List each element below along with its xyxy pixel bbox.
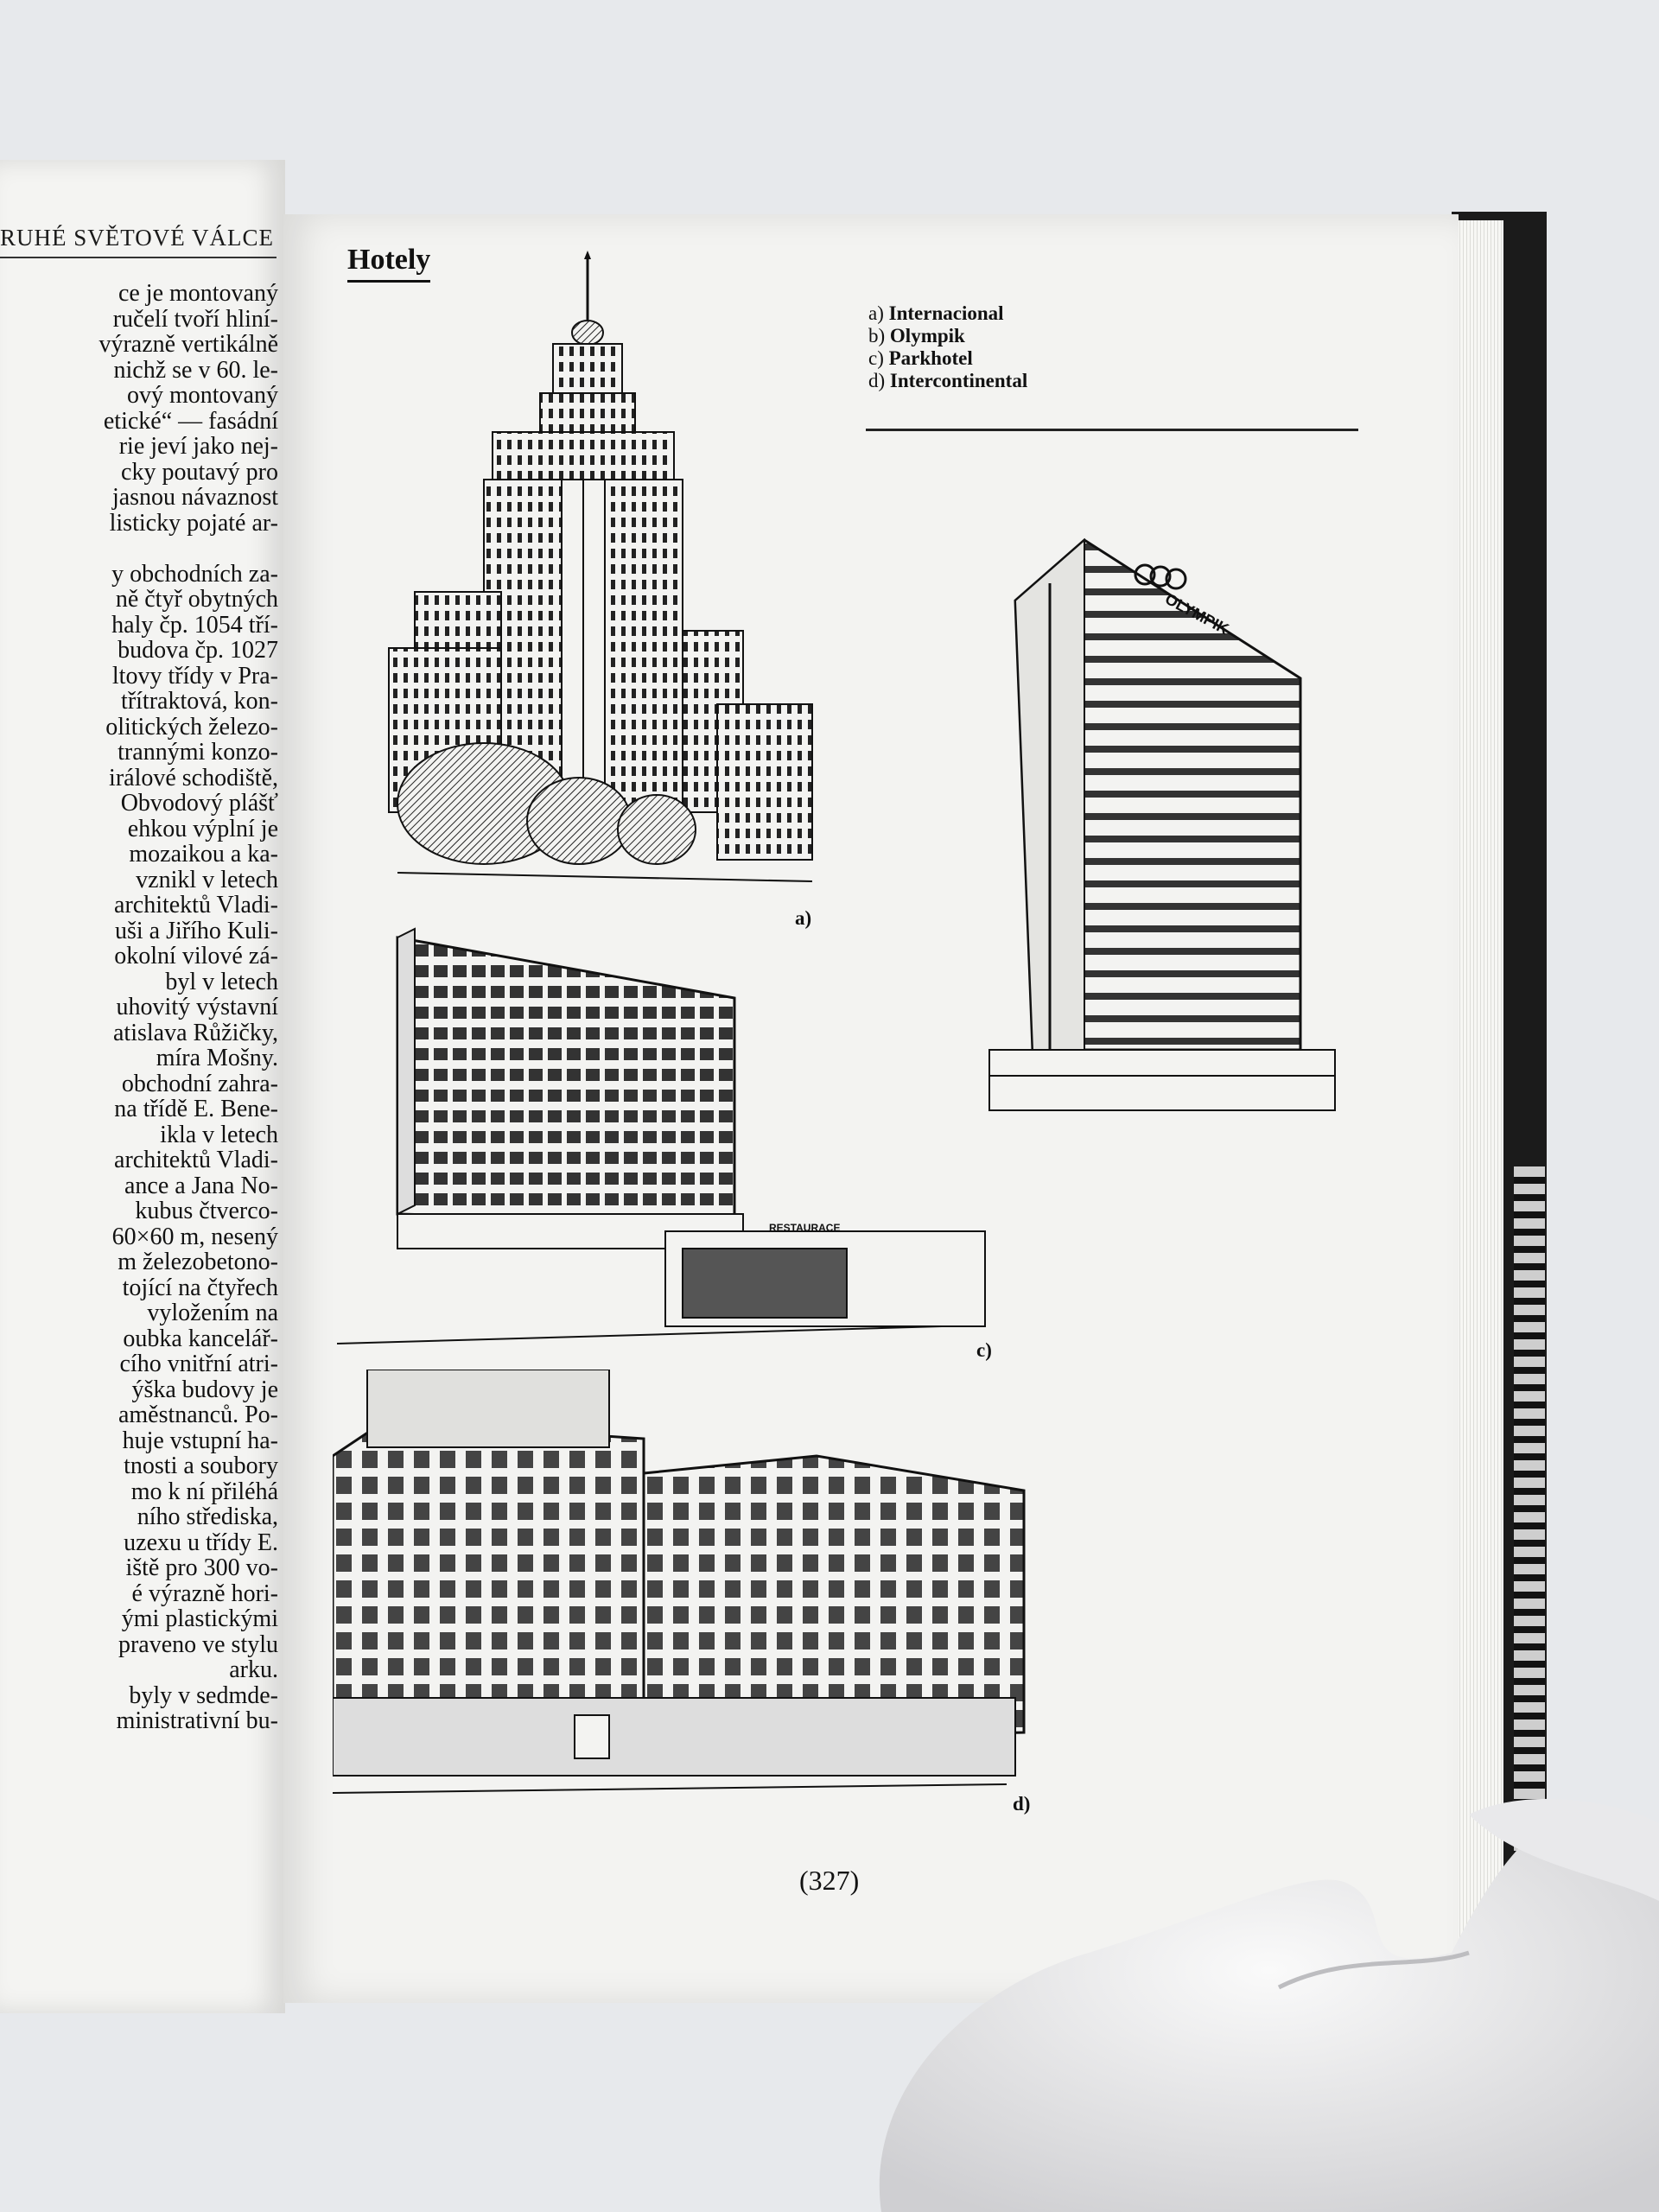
left-text-line: arku. [229,1657,278,1683]
left-running-head: RUHÉ SVĚTOVÉ VÁLCE [0,225,276,258]
left-text-line: vyložením na [147,1300,278,1326]
legend-item: b) Olympik [868,325,965,346]
left-text-line: ance a Jana No- [124,1173,278,1198]
left-text-line: mozaikou a ka- [129,842,278,868]
left-text-line: Obvodový plášť [120,791,278,817]
legend-item: d) Intercontinental [868,370,1028,391]
left-text-line: tnosti a soubory [124,1453,278,1479]
left-text-line: uzexu u třídy E. [124,1529,278,1555]
left-text-line: mo k ní přiléhá [130,1478,278,1504]
figure-label-d: d) [1013,1793,1031,1815]
left-text-line: olitických železo- [105,714,278,740]
left-text-line: obchodní zahra- [121,1071,278,1096]
left-text-line: vznikl v letech [136,867,278,893]
left-text-line: ního střediska, [137,1504,278,1530]
left-text-line: cky poutavý pro [121,459,278,485]
left-text-line: na třídě E. Bene- [114,1096,278,1122]
left-text-line: uši a Jiřího Kuli- [115,918,278,944]
left-text-line: irálové schodiště, [109,765,278,791]
left-text-line: ikla v letech [160,1122,278,1147]
left-text-line: aměstnanců. Po- [118,1402,278,1428]
left-text-line: ce je montovaný [118,281,278,307]
left-text-line: rie jeví jako nej- [118,434,278,460]
left-text-line: oubka kancelář- [123,1325,278,1351]
left-text-line: huje vstupní ha- [122,1427,278,1453]
left-text-line: ltovy třídy v Pra- [111,663,278,689]
left-text-line: é výrazně hori- [131,1580,278,1606]
left-text-line: architektů Vladi- [114,893,278,918]
left-text-line: nichž se v 60. le- [113,357,278,383]
left-text-line: listicky pojaté ar- [109,510,278,536]
left-text-line: jasnou návaznost [111,485,278,511]
left-text-line: atislava Růžičky, [112,1020,278,1046]
left-text-line: třítraktová, kon- [121,689,278,715]
left-text-line: byl v letech [165,969,278,995]
left-text-line: ový montovaný [127,383,278,409]
left-text-line: haly čp. 1054 tří- [111,612,278,638]
page-title: Hotely [347,244,430,283]
left-text-line: ručelí tvoří hliní- [112,306,278,332]
left-text-line: m železobetono- [118,1249,278,1275]
olympik-sign: OLYMPIK [1162,589,1232,639]
left-text-line: trannými konzo- [118,740,278,766]
left-text-line: ministrativní bu- [116,1708,278,1734]
left-text-line: uhovitý výstavní [116,995,278,1020]
left-text-line: byly v sedmde- [129,1682,278,1708]
left-text-line: ehkou výplní je [127,816,278,842]
left-text-line: ýška budovy je [131,1376,278,1402]
left-text-line: praveno ve stylu [118,1631,278,1657]
left-text-line: ně čtyř obytných [115,587,278,613]
left-text-line: kubus čtverco- [135,1198,278,1224]
left-text-line: cího vnitřní atri- [119,1351,278,1377]
left-text-line: ými plastickými [121,1606,278,1632]
restaurace-sign: RESTAURACE [769,1222,841,1234]
left-text-line: iště pro 300 vo- [125,1555,278,1581]
left-text-line: výrazně vertikálně [99,332,278,358]
page-number: (327) [799,1865,860,1896]
left-text-line: y obchodních za- [111,561,278,587]
left-text-line: budova čp. 1027 [118,638,278,664]
figure-label-c: c) [976,1339,992,1361]
left-text-line: míra Mošny. [156,1046,278,1071]
left-text-line: okolní vilové zá- [114,944,278,969]
left-text-line: tojící na čtyřech [122,1274,278,1300]
legend-item: c) Parkhotel [868,347,973,369]
figure-label-a: a) [795,907,812,929]
left-text-line: 60×60 m, nesený [111,1224,278,1249]
left-text-line: etické“ — fasádní [103,408,278,434]
left-text-line: architektů Vladi- [114,1147,278,1173]
legend-item: a) Internacional [868,302,1004,324]
